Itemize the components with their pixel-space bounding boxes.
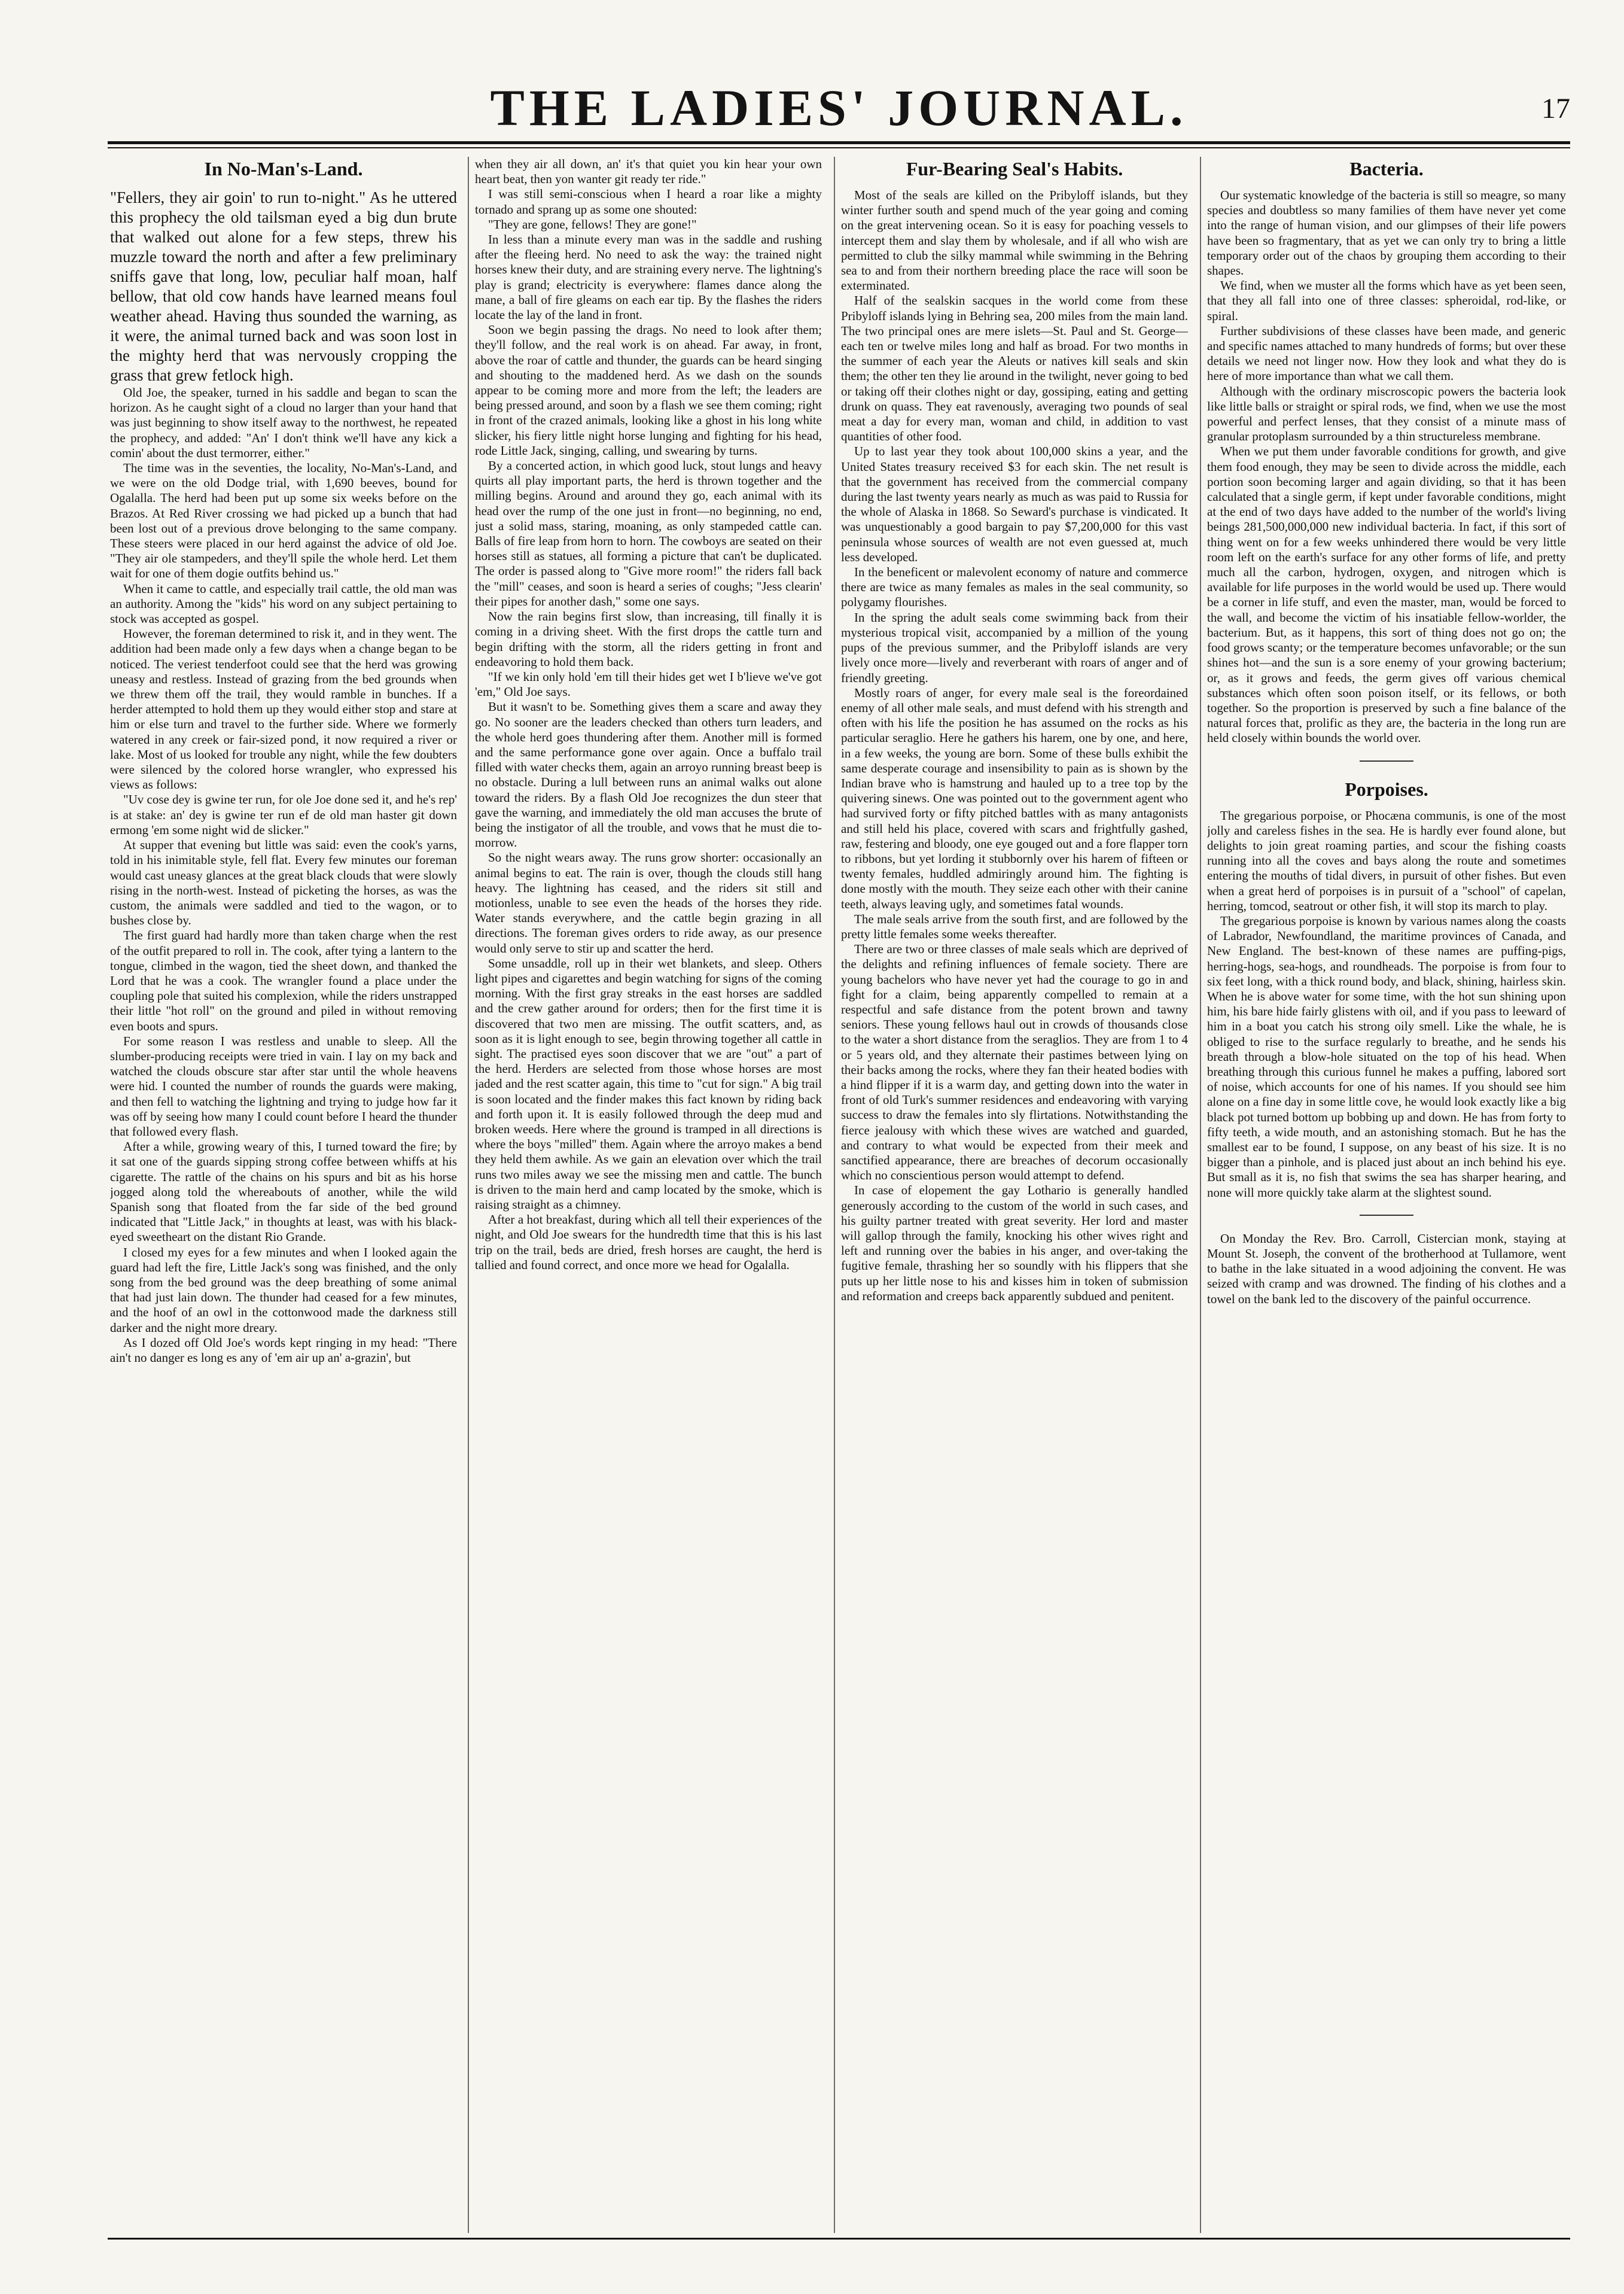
article-paragraph: In less than a minute every man was in the saddle and rushing after the fleeing herd. No need to ask the way: the trained night horses knew their duty, and are straining every nerve. The lightning's play is grand; electricity is everywhere: flames dance along the mane, a ball of fire gleams on each ear tip. By the flashes the riders locate the lay of the land in front. xyxy=(475,232,822,323)
news-notice: On Monday the Rev. Bro. Carroll, Cistercian monk, staying at Mount St. Joseph, the convent of the brotherhood at Tullamore, went to bathe in the lake situated in a wood adjoining the convent. He was seized with cramp and was drowned. The finding of his clothes and a towel on the bank led to the discovery of the painful occurrence. xyxy=(1207,1231,1566,1306)
article-paragraph: Some unsaddle, roll up in their wet blankets, and sleep. Others light pipes and cigarettes and begin watching for signs of the coming morning. With the first gray streaks in the east horses are saddled and the crew gather around for orders; then for the first time it is discovered that two men are missing. The outfit scatters, and, as soon as it is light enough to see, begin throwing together all cattle in sight. The practised eyes soon discover that we are "out" a part of the herd. Herders are selected from those whose horses are most jaded and the rest scatter again, this time to "cut for sign." A big trail is soon located and the finder makes this fact known by riding back and forth upon it. It is easily followed through the deep mud and broken weeds. Here where the ground is tramped in all directions is where the boys "milled" them. Again where the arroyo makes a bend they held them awhile. As we gain an elevation over which the trail runs two miles away we see the missing men and cattle. The bunch is driven to the main herd and camp located by the smoke, which is raising straight as a chimney. xyxy=(475,956,822,1212)
article-paragraph: I was still semi-conscious when I heard a roar like a mighty tornado and sprang up as some one shouted: xyxy=(475,187,822,217)
article-paragraph: After a hot breakfast, during which all tell their experiences of the night, and Old Joe swears for the hundredth time that this is his last trip on the trail, beds are dried, fresh horses are caught, the herd is tallied and found correct, and once more we head for Ogalalla. xyxy=(475,1212,822,1272)
article-paragraph: Most of the seals are killed on the Pribyloff islands, but they winter further south and spend much of the year going and coming on the great intervening ocean. So it is easy for poaching vessels to intercept them and slay them by wholesale, and if all who wish are permitted to club the silky mammal while swimming in the Behring sea to and from their northern breeding place the race will soon be exterminated. xyxy=(841,188,1188,293)
article-paragraph: Although with the ordinary miscroscopic powers the bacteria look like little balls or straight or spiral rods, we find, when we use the most powerful and perfect lenses, that they consist of a minute mass of granular protoplasm surrounded by a thin structureless membrane. xyxy=(1207,384,1566,444)
article-separator xyxy=(1360,1215,1413,1216)
journal-title: THE LADIES' JOURNAL. xyxy=(490,79,1188,136)
column-1 xyxy=(110,157,457,2233)
article-paragraph: In case of elopement the gay Lothario is generally handled generously according to the custom of the world in such cases, and his guilty partner treated with great severity. Her lord and master will gallop through the family, knocking his other wives right and left and running over the babies in his anger, and over-taking the fugitive female, thrashing her so soundly with his flippers that she puts up her little nose to his and kisses him in token of submission and reformation and creeps back apparently subdued and penitent. xyxy=(841,1183,1188,1303)
article-title-porpoises: Porpoises. xyxy=(1345,778,1428,800)
bottom-rule xyxy=(108,2238,1570,2240)
article-paragraph: "If we kin only hold 'em till their hides get wet I b'lieve we've got 'em," Old Joe says. xyxy=(475,669,822,699)
article-paragraph: Mostly roars of anger, for every male seal is the foreordained enemy of all other male seals, and must defend with his strength and often with his life the position he has assumed on the rocks as his particular seraglio. Here he gathers his harem, one by one, and here, in a few weeks, the young are born. Some of these bulls exhibit the same desperate courage and insensibility to pain as is shown by the Indian brave who is hamstrung and hauled up to a tree top by the quivering sinews. One was pointed out to the government agent who had survived forty or fifty pitched battles with as many antagonists and still held his place, covered with scars and frightfully gashed, raw, festering and bloody, one eye gouged out and a fore flapper torn to ribbons, but yet lording it stubbornly over his harem of fifteen or twenty females, huddled admiringly around him. The fighting is done mostly with the mouth. They seize each other with their canine teeth, always leaving ugly, and sometimes fatal wounds. xyxy=(841,685,1188,911)
column-3 xyxy=(841,157,1188,2233)
page-number: 17 xyxy=(1541,93,1570,124)
article-paragraph: By a concerted action, in which good luck, stout lungs and heavy quirts all play important parts, the herd is thrown together and the milling begins. Around and around they go, each animal with its head over the rump of the one just in front—no beginning, no end, just a solid mass, staring, moaning, as only stampeded cattle can. Balls of fire leap from horn to horn. The cowboys are seated on their horses still as statues, all forming a picture that can't be duplicated. The order is passed along to "Give more room!" the riders fall back the "mill" ceases, and soon is heard a series of coughs; "Jess clearin' their pipes for another dash," some one says. xyxy=(475,458,822,609)
article-paragraph: There are two or three classes of male seals which are deprived of the delights and refining influences of female society. There are young bachelors who have never yet had the courage to go in and fight for a claim, being apparently compelled to remain at a respectful and safe distance from the potent brown and tawny seniors. These young fellows haul out in crowds of thousands close to the water a short distance from the seraglios. They are from 1 to 4 or 5 years old, and they alternate their pastimes between lying on their backs among the rocks, where they fan their heated bodies with a hind flipper if it is a warm day, and getting down into the water in front of old Turk's summer residences and endeavoring with varying success to draw the females into sly flirtations. Notwithstanding the fierce jealousy with which these wives are watched and guarded, and contrary to what would be expected from their meek and sanctified appearance, there are breaches of decorum occasionally which no conscientious person would attempt to defend. xyxy=(841,942,1188,1183)
masthead-rule-thin xyxy=(108,147,1570,148)
article-paragraph: As I dozed off Old Joe's words kept ringing in my head: "There ain't no danger es long es any of 'em air up an' a-grazin', but xyxy=(110,1335,457,1365)
article-paragraph: So the night wears away. The runs grow shorter: occasionally an animal begins to eat. The rain is over, though the clouds still hang heavy. The lightning has ceased, and the riders sit still and motionless, unable to see even the heads of the horses they ride. Water stands everywhere, and the cattle begin grazing in all directions. The foreman gives orders to ride away, as our presence would only serve to stir up and scatter the herd. xyxy=(475,850,822,956)
article-paragraph: After a while, growing weary of this, I turned toward the fire; by it sat one of the guards sipping strong coffee between whiffs at his cigarette. The rattle of the chains on his spurs and bit as his horse jogged along told the whereabouts of another, while the wild Spanish song that floated from the far side of the bed ground indicated that "Little Jack," in thoughts at least, was with his black-eyed sweetheart on the distant Rio Grande. xyxy=(110,1139,457,1245)
article-paragraph: Our systematic knowledge of the bacteria is still so meagre, so many species and doubtless so many families of them have never yet come into the range of human vision, and our glimpses of their life powers have been so fragmentary, that as yet we can only try to bring a little temporary order out of the chaos by grouping them according to their shapes. xyxy=(1207,188,1566,278)
article-paragraph: "Uv cose dey is gwine ter run, for ole Joe done sed it, and he's rep' is at stake: an' dey is gwine ter run ef de old man haster git down ermong 'em some night wid de slicker." xyxy=(110,792,457,837)
masthead-rule xyxy=(108,141,1570,144)
article-paragraph: Now the rain begins first slow, than increasing, till finally it is coming in a driving sheet. With the first drops the cattle turn and begin drifting with the storm, all the riders getting in front and endeavoring to hold them back. xyxy=(475,609,822,669)
article-paragraph: When it came to cattle, and especially trail cattle, the old man was an authority. Among the "kids" his word on any subject pertaining to stock was accepted as gospel. xyxy=(110,581,457,626)
article-paragraph: In the spring the adult seals come swimming back from their mysterious tropical visit, accompanied by a million of the young pups of the previous summer, and the Pribyloff islands are very lively once more—lively and reverberant with roars of anger and of friendly greeting. xyxy=(841,610,1188,685)
article-paragraph: "Fellers, they air goin' to run to-night." As he uttered this prophecy the old tailsman eyed a big dun brute that walked out alone for a few steps, threw his muzzle toward the north and after a few preliminary sniffs gave that long, low, peculiar half moan, half bellow, that old cow hands have learned means foul weather ahead. Having thus sounded the warning, as it were, the animal turned back and was soon lost in the mighty herd that was nervously cropping the grass that grew fetlock high. xyxy=(110,188,457,384)
article-paragraph: The gregarious porpoise is known by various names along the coasts of Labrador, Newfoundland, the maritime provinces of Canada, and New England. The best-known of these names are puffing-pigs, herring-hogs, sea-hogs, and roundheads. The porpoise is from four to six feet long, with a thick round body, and black, shining, hairless skin. When he is above water for some time, with the hot sun shining upon him, his bare hide fairly glistens with oil, and if you pass to leeward of him in a boat you catch his strong oily smell. Like the whale, he is obliged to rise to the surface regularly to breathe, and he sends his breath through a blow-hole situated on the top of his head. When breathing through this curious funnel he makes a puffing, labored sort of noise, which accounts for one of his names. If you should see him alone on a fine day in some little cove, he would look exactly like a big black pot turned bottom up bobbing up and down. He has from forty to fifty teeth, a wide mouth, and an astonishing stomach. But he has the smallest ear to be found, I suppose, on any beast of his size. It is no bigger than a pinhole, and is placed just about an inch behind his eye. But small as it is, no fish that swims the sea has sharper hearing, and none will more quickly take alarm at the slightest sound. xyxy=(1207,913,1566,1200)
article-paragraph: The gregarious porpoise, or Phocæna communis, is one of the most jolly and careless fishes in the sea. He is hardly ever found alone, but delights to join great roaming parties, and scour the fishing coasts running into all the coves and bays along the route and sometimes entering the mouths of tidal divers, in pursuit of other fishes. But even when a great herd of porpoises is in pursuit of a "school" of capelan, herring, tomcod, seatrout or other fish, it will stop its march to play. xyxy=(1207,808,1566,913)
article-paragraph: In the beneficent or malevolent economy of nature and commerce there are twice as many females as males in the seal community, so polygamy flourishes. xyxy=(841,565,1188,610)
article-paragraph: The first guard had hardly more than taken charge when the rest of the outfit prepared to roll in. The cook, after tying a lantern to the tongue, climbed in the wagon, tied the sheet down, and thanked the Lord that he was a cook. The wrangler found a place under the coupling pole that suited his complexion, while the riders unstrapped their little "hot roll" on the ground and piled in without removing even boots and spurs. xyxy=(110,928,457,1033)
column-divider xyxy=(834,157,835,2233)
article-title-fur-seals: Fur-Bearing Seal's Habits. xyxy=(906,158,1123,179)
column-divider xyxy=(1200,157,1201,2233)
article-paragraph: At supper that evening but little was said: even the cook's yarns, told in his inimitable style, fell flat. Every few minutes our foreman would cast uneasy glances at the great black clouds that were slowly rising in the north-west. Instead of picketing the horses, as was the custom, the animals were saddled and tied to the wagon, or to bushes close by. xyxy=(110,838,457,928)
article-paragraph: We find, when we muster all the forms which have as yet been seen, that they all fall into one of three classes: spheroidal, rod-like, or spiral. xyxy=(1207,278,1566,323)
column-2 xyxy=(475,157,822,2233)
column-divider xyxy=(468,157,469,2233)
article-title-bacteria: Bacteria. xyxy=(1349,158,1424,179)
article-paragraph: Half of the sealskin sacques in the world come from these Pribyloff islands lying in Behring sea, 200 miles from the main land. The two principal ones are mere islets—St. Paul and St. George—each ten or twelve miles long and half as broad. For two months in the summer of each year the Aleuts or natives kill seals and skin them; the other ten they lie around in the twilight, never going to bed or taking off their clothes night or day, gossiping, eating and getting drunk on quass. They eat ravenously, averaging two pounds of seal meat a day for every man, woman and child, in addition to vast quantities of other food. xyxy=(841,293,1188,444)
article-paragraph: when they air all down, an' it's that quiet you kin hear your own heart beat, then yon wanter git ready ter ride." xyxy=(475,157,822,187)
masthead xyxy=(108,78,1570,144)
article-paragraph: Soon we begin passing the drags. No need to look after them; they'll follow, and the real work is on ahead. Far away, in front, above the roar of cattle and thunder, the guards can be heard singing and shouting to the maddened herd. As we dash on the sounds appear to be coming more and more from the left; the leaders are being pressed around, and soon by a flash we see them coming; right in front of the crazed animals, looking like a ghost in his long white slicker, his fiery little night horse lunging and fighting for his head, rode Little Jack, singing, calling, und swearing by turns. xyxy=(475,323,822,458)
article-paragraph: When we put them under favorable conditions for growth, and give them food enough, they may be seen to divide across the middle, each portion soon becoming larger and again dividing, so that it has been calculated that a single germ, if kept under favorable conditions, might at the end of two days have added to the number of the world's living beings 281,500,000,000 new individual bacteria. In fact, if this sort of thing went on for a few weeks unhindered there would be very little room left on the earth's surface for any other forms of life, and pretty much all the carbon, hydrogen, oxygen, and nitrogen which is available for life purposes in the world would be used up. There would be a corner in life stuff, and even the master, man, would be forced to the wall, and become the victim of his insatiable fellow-worlder, the bacterium. But, as it happens, this sort of thing does not go on; the food grows scanty; or the temperature becomes unfavorable; or the sun shines hot—and the sun is a sore enemy of your growing bacterium; or, as it grows and feeds, the germ gives off various chemical substances which often soon poison itself, or its fellows, or both together. So the proportion is preserved by such a fine balance of the natural forces that, prolific as they are, the bacteria in the long run are held closely within bounds the world over. xyxy=(1207,444,1566,746)
article-paragraph: Old Joe, the speaker, turned in his saddle and began to scan the horizon. As he caught sight of a cloud no larger than your hand that was just beginning to show itself away to the northwest, he repeated the prophecy, and added: "An' I don't think we'll have any kick a comin' about the dust termorrer, either." xyxy=(110,385,457,460)
article-paragraph: For some reason I was restless and unable to sleep. All the slumber-producing receipts were tried in vain. I lay on my back and watched the clouds obscure star after star until the whole heavens were hid. I counted the number of rounds the guards were making, and then fell to watching the lightning and trying to judge how far it was off by seeing how many I could count before I heard the thunder that followed every flash. xyxy=(110,1033,457,1139)
article-paragraph: But it wasn't to be. Something gives them a scare and away they go. No sooner are the leaders checked than others turn leaders, and the whole herd goes thundering after them. Another mill is formed and the same performance gone over again. Once a buffalo trail filled with water checks them, again an arroyo running breast beep is no obstacle. During a lull between runs an animal walks out alone toward the riders. By a flash Old Joe recognizes the dun steer that gave the warning, and immediately the old man accuses the brute of being the instigator of all the trouble, and vows that he must die to-morrow. xyxy=(475,699,822,850)
article-separator xyxy=(1360,760,1413,762)
column-4 xyxy=(1207,157,1566,2233)
article-paragraph: The time was in the seventies, the locality, No-Man's-Land, and we were on the old Dodge trial, with 1,690 beeves, bound for Ogalalla. The herd had been put up some six weeks before on the Brazos. At Red River crossing we had picked up a bunch that had been lost out of a previous drove belonging to the same company. These steers were placed in our herd against the advice of old Joe. "They air ole stampeders, and they'll spile the whole herd. Let them wait for one of them dogie outfits behind us." xyxy=(110,461,457,581)
article-paragraph: The male seals arrive from the south first, and are followed by the pretty little females some weeks thereafter. xyxy=(841,911,1188,941)
article-paragraph: Up to last year they took about 100,000 skins a year, and the United States treasury received $3 for each skin. The net result is that the government has received from the commercial company during the last twenty years nearly as much as was paid to Russia for the whole of Alaska in 1868. So Seward's purchase is vindicated. It was unquestionably a good bargain to pay $7,200,000 for this vast peninsula whose sources of wealth are not even guessed at, much less developed. xyxy=(841,444,1188,564)
article-paragraph: I closed my eyes for a few minutes and when I looked again the guard had left the fire, Little Jack's song was finished, and the only song from the bed ground was the deep breathing of some animal that had just lain down. The thunder had ceased for a few minutes, and the hoof of an owl in the cottonwood made the darkness still darker and the night more dreary. xyxy=(110,1245,457,1335)
article-title-no-mans-land: In No-Man's-Land. xyxy=(204,158,363,179)
article-paragraph: However, the foreman determined to risk it, and in they went. The addition had been made only a few days when a change began to be noticed. The veriest tenderfoot could see that the herd was growing uneasy and restless. Instead of grazing from the bed grounds when we threw them off the trail, they would ramble in bunches. If a herder attempted to hold them up they would either stop and stare at him or else turn and travel to the further side. Where we formerly watered in any creek or fair-sized pond, it now required a river or lake. Most of us looked for trouble any night, while the few doubters were silenced by the colored horse wrangler, who expressed his views as follows: xyxy=(110,626,457,792)
article-paragraph: "They are gone, fellows! They are gone!" xyxy=(488,217,697,232)
article-paragraph: Further subdivisions of these classes have been made, and generic and specific names attached to many hundreds of forms; but over these details we need not linger now. How they look and what they do is here of more importance than what we call them. xyxy=(1207,323,1566,384)
